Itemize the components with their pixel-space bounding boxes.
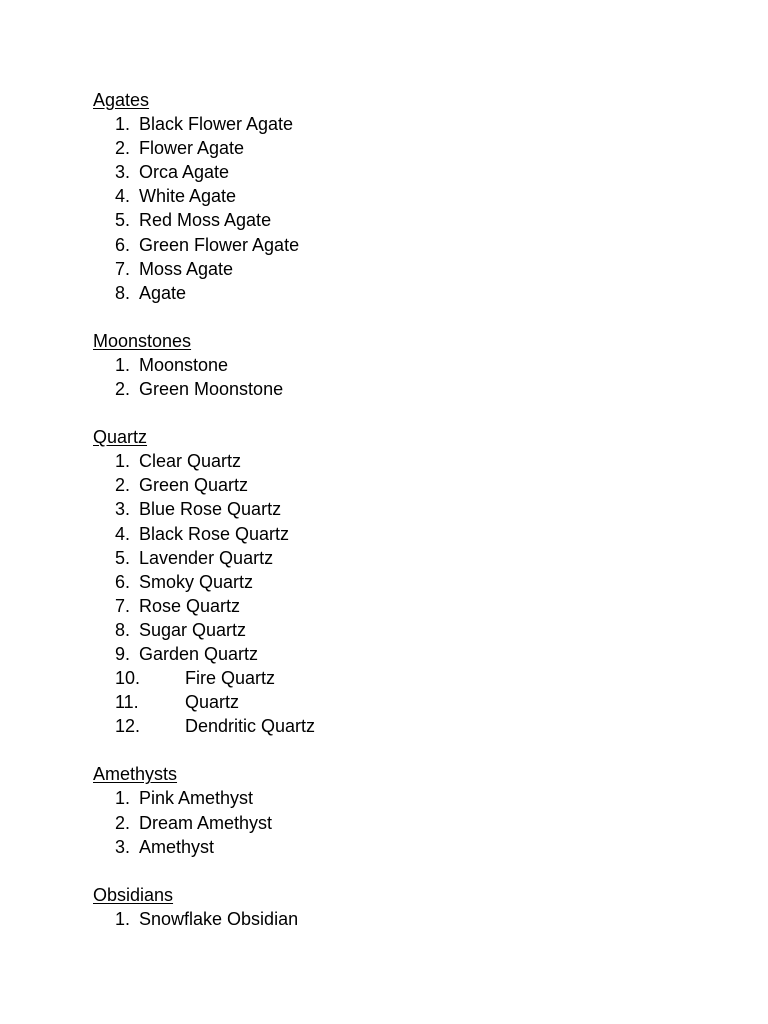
item-number: 8. [115, 619, 131, 640]
list-item [93, 811, 693, 835]
item-number: 7. [115, 595, 131, 616]
list-item [93, 522, 693, 546]
section-agates [93, 88, 693, 305]
gem-list [93, 907, 693, 931]
list-item [93, 907, 693, 931]
item-number: 6. [115, 234, 131, 255]
list-item [93, 714, 693, 738]
item-number: 5. [115, 210, 131, 231]
item-number: 4. [115, 186, 131, 207]
item-name: Moonstone [139, 354, 229, 375]
list-item [93, 546, 693, 570]
list-item [93, 353, 693, 377]
section-obsidians [93, 883, 693, 931]
item-name: Quartz [185, 692, 240, 713]
item-number: 2. [115, 812, 131, 833]
list-item [93, 835, 693, 859]
item-number: 1. [115, 354, 131, 375]
item-number: 1. [115, 451, 131, 472]
gem-list [93, 449, 693, 738]
item-name: Black Rose Quartz [139, 523, 290, 544]
item-number: 4. [115, 523, 131, 544]
item-number: 5. [115, 547, 131, 568]
list-item [93, 257, 693, 281]
section-title: Moonstones [93, 330, 192, 351]
list-item [93, 136, 693, 160]
item-number: 2. [115, 379, 131, 400]
item-number: 3. [115, 499, 131, 520]
item-number: 8. [115, 282, 131, 303]
list-item [93, 233, 693, 257]
item-number: 1. [115, 788, 131, 809]
item-name: Amethyst [139, 836, 215, 857]
list-item [93, 497, 693, 521]
item-name: Blue Rose Quartz [139, 499, 282, 520]
section-quartz [93, 425, 693, 738]
list-item [93, 570, 693, 594]
item-number: 1. [115, 114, 131, 135]
item-name: Green Quartz [139, 475, 249, 496]
item-number: 6. [115, 571, 131, 592]
list-item [93, 449, 693, 473]
item-number: 11. [115, 692, 139, 713]
item-name: Moss Agate [139, 258, 234, 279]
item-name: Snowflake Obsidian [139, 908, 299, 929]
section-title: Amethysts [93, 764, 178, 785]
section-title: Obsidians [93, 884, 174, 905]
item-name: Lavender Quartz [139, 547, 274, 568]
item-name: Smoky Quartz [139, 571, 254, 592]
item-number: 12. [115, 716, 141, 737]
item-name: Green Flower Agate [139, 234, 300, 255]
item-name: Flower Agate [139, 138, 245, 159]
list-item [93, 690, 693, 714]
document-body [93, 88, 693, 955]
item-name: Green Moonstone [139, 379, 284, 400]
item-name: Orca Agate [139, 162, 230, 183]
item-name: Pink Amethyst [139, 788, 254, 809]
gem-list [93, 112, 693, 305]
item-name: Agate [139, 282, 187, 303]
item-name: Dream Amethyst [139, 812, 273, 833]
item-name: Fire Quartz [185, 668, 276, 689]
item-number: 9. [115, 643, 131, 664]
item-name: Garden Quartz [139, 643, 259, 664]
item-number: 10. [115, 668, 141, 689]
item-name: White Agate [139, 186, 237, 207]
section-title: Agates [93, 90, 150, 110]
list-item [93, 666, 693, 690]
list-item [93, 377, 693, 401]
list-item [93, 184, 693, 208]
item-number: 3. [115, 836, 131, 857]
item-number: 3. [115, 162, 131, 183]
gem-list [93, 786, 693, 858]
section-amethysts [93, 762, 693, 858]
list-item [93, 160, 693, 184]
list-item [93, 281, 693, 305]
item-number: 1. [115, 908, 131, 929]
list-item [93, 473, 693, 497]
item-name: Dendritic Quartz [185, 716, 316, 737]
section-title: Quartz [93, 427, 148, 448]
item-name: Red Moss Agate [139, 210, 272, 231]
section-moonstones [93, 329, 693, 401]
item-name: Black Flower Agate [139, 114, 294, 135]
item-name: Sugar Quartz [139, 619, 247, 640]
item-name: Clear Quartz [139, 451, 242, 472]
list-item [93, 208, 693, 232]
list-item [93, 642, 693, 666]
item-name: Rose Quartz [139, 595, 241, 616]
list-item [93, 594, 693, 618]
list-item [93, 618, 693, 642]
item-number: 2. [115, 475, 131, 496]
gem-list [93, 353, 693, 401]
list-item [93, 112, 693, 136]
list-item [93, 786, 693, 810]
item-number: 2. [115, 138, 131, 159]
item-number: 7. [115, 258, 131, 279]
